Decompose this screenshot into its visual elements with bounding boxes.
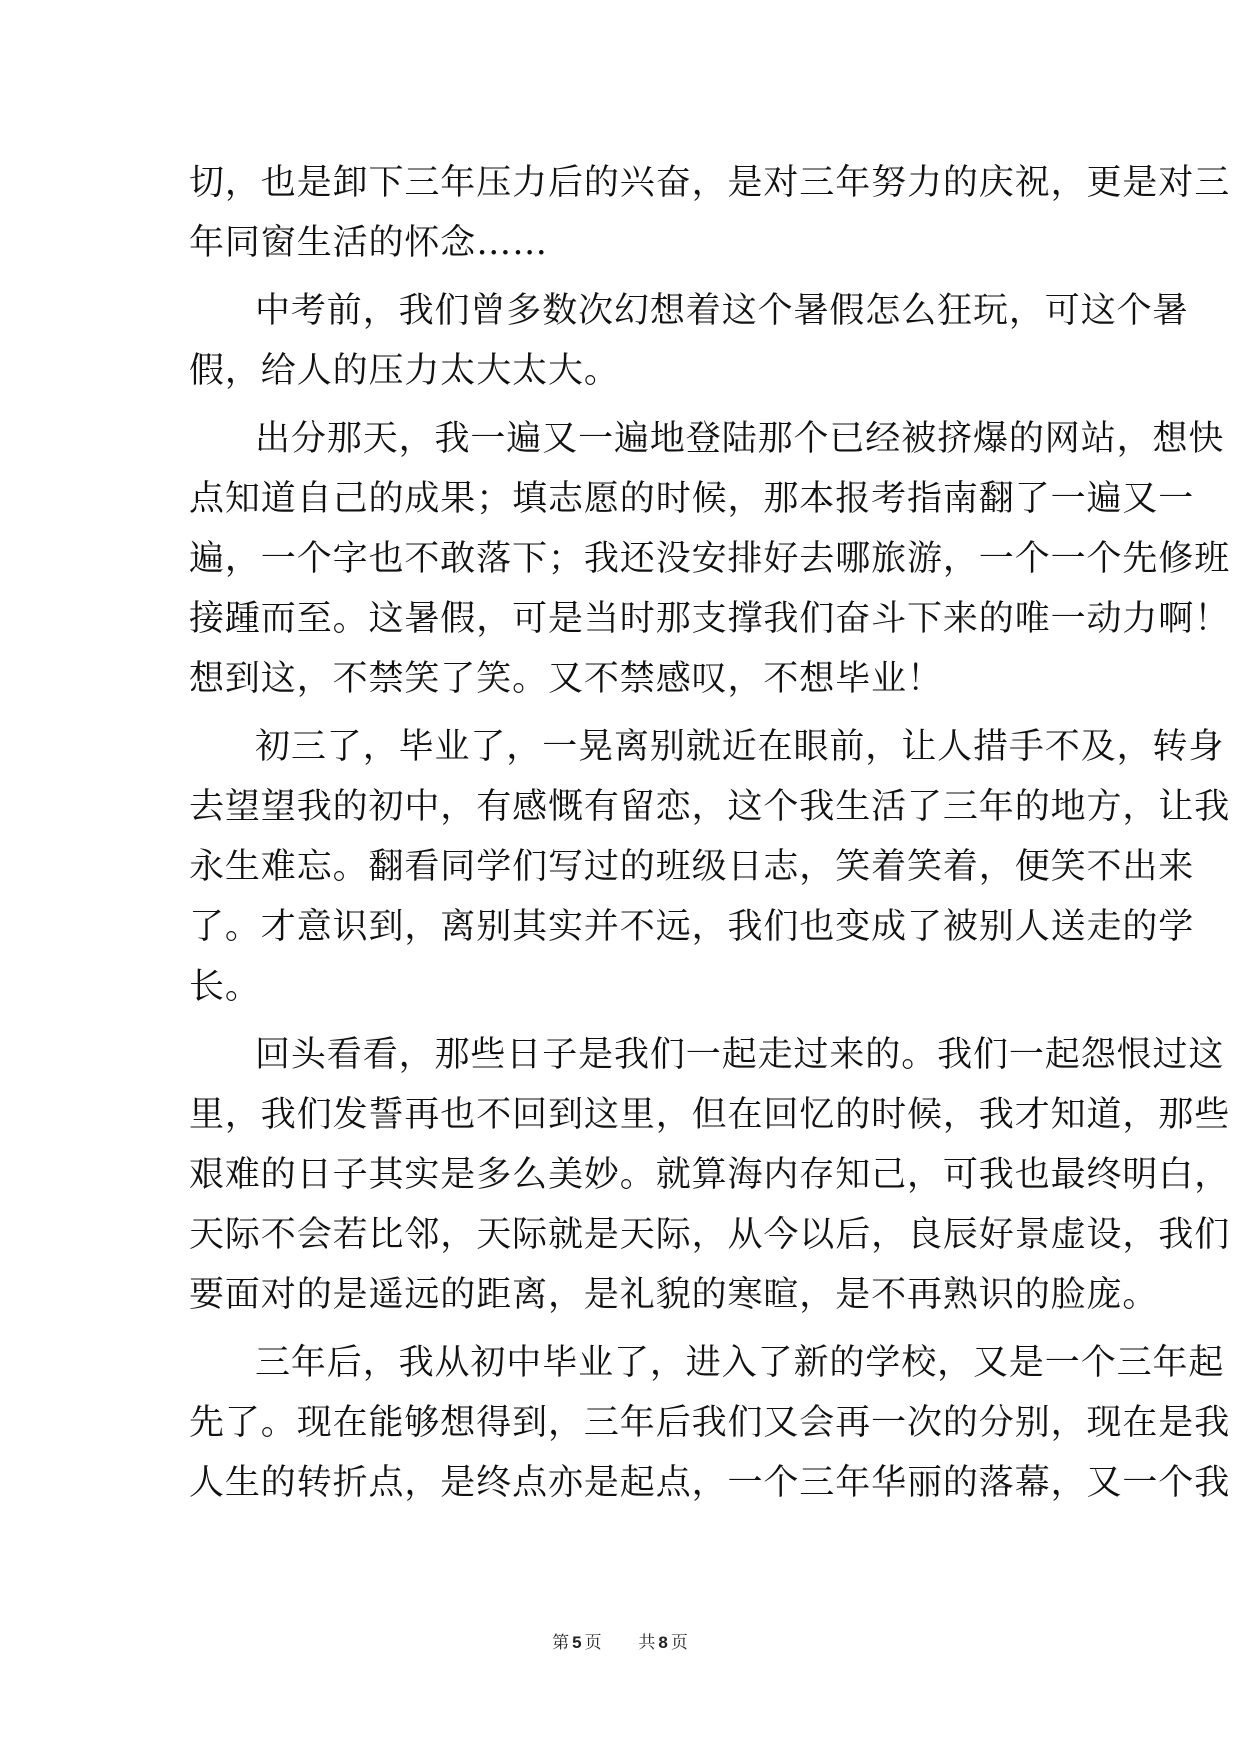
text-line: 天际不会若比邻，天际就是天际，从今以后，良辰好景虚设，我们: [189, 1215, 1231, 1255]
text-line: 里，我们发誓再也不回到这里，但在回忆的时候，我才知道，那些: [189, 1095, 1231, 1135]
text-line: 遍，一个字也不敢落下；我还没安排好去哪旅游，一个一个先修班: [189, 539, 1231, 579]
text-line: 切，也是卸下三年压力后的兴奋，是对三年努力的庆祝，更是对三: [189, 163, 1231, 203]
text-line: 假，给人的压力太大太大。: [189, 351, 620, 391]
paragraph-2: [189, 281, 1189, 401]
text-line: 中考前，我们曾多数次幻想着这个暑假怎么狂玩，可这个暑: [255, 291, 1189, 331]
text-line: 艰难的日子其实是多么美妙。就算海内存知己，可我也最终明白，: [189, 1155, 1231, 1195]
text-line: 长。: [189, 967, 261, 1007]
paragraph-4: [189, 717, 1231, 1017]
text-line: 初三了，毕业了，一晃离别就近在眼前，让人措手不及，转身: [255, 727, 1225, 767]
text-line: 出分那天，我一遍又一遍地登陆那个已经被挤爆的网站，想快: [255, 419, 1225, 459]
total-page-count: 8: [658, 1633, 668, 1652]
text-line: 年同窗生活的怀念……: [189, 223, 549, 263]
paragraph-5: [189, 1025, 1231, 1325]
text-line: 接踵而至。这暑假，可是当时那支撑我们奋斗下来的唯一动力啊！: [189, 599, 1231, 639]
text-line: 去望望我的初中，有感慨有留恋，这个我生活了三年的地方，让我: [189, 787, 1231, 827]
paragraph-1: [189, 153, 1231, 273]
text-line: 先了。现在能够想得到，三年后我们又会再一次的分别，现在是我: [189, 1403, 1231, 1443]
page-suffix: 页: [584, 1633, 602, 1653]
total-suffix: 页: [670, 1633, 688, 1653]
page-prefix: 第: [552, 1633, 570, 1653]
text-line: 三年后，我从初中毕业了，进入了新的学校，又是一个三年起: [255, 1343, 1225, 1383]
page-footer: [0, 1628, 1240, 1653]
paragraph-3: [189, 409, 1231, 709]
text-line: 想到这，不禁笑了笑。又不禁感叹，不想毕业！: [189, 659, 943, 699]
text-line: 永生难忘。翻看同学们写过的班级日志，笑着笑着，便笑不出来: [189, 847, 1195, 887]
text-line: 回头看看，那些日子是我们一起走过来的。我们一起怨恨过这: [255, 1035, 1225, 1075]
text-line: 点知道自己的成果；填志愿的时候，那本报考指南翻了一遍又一: [189, 479, 1195, 519]
page-number-indicator: [552, 1633, 607, 1653]
text-line: 要面对的是遥远的距离，是礼貌的寒暄，是不再熟识的脸庞。: [189, 1275, 1159, 1315]
current-page-number: 5: [572, 1633, 582, 1652]
total-prefix: 共: [638, 1633, 656, 1653]
total-pages-indicator: [638, 1633, 687, 1653]
text-line: 人生的转折点，是终点亦是起点，一个三年华丽的落幕，又一个我: [189, 1463, 1231, 1503]
text-line: 了。才意识到，离别其实并不远，我们也变成了被别人送走的学: [189, 907, 1195, 947]
document-body: [189, 153, 1231, 1521]
paragraph-6: [189, 1333, 1231, 1513]
